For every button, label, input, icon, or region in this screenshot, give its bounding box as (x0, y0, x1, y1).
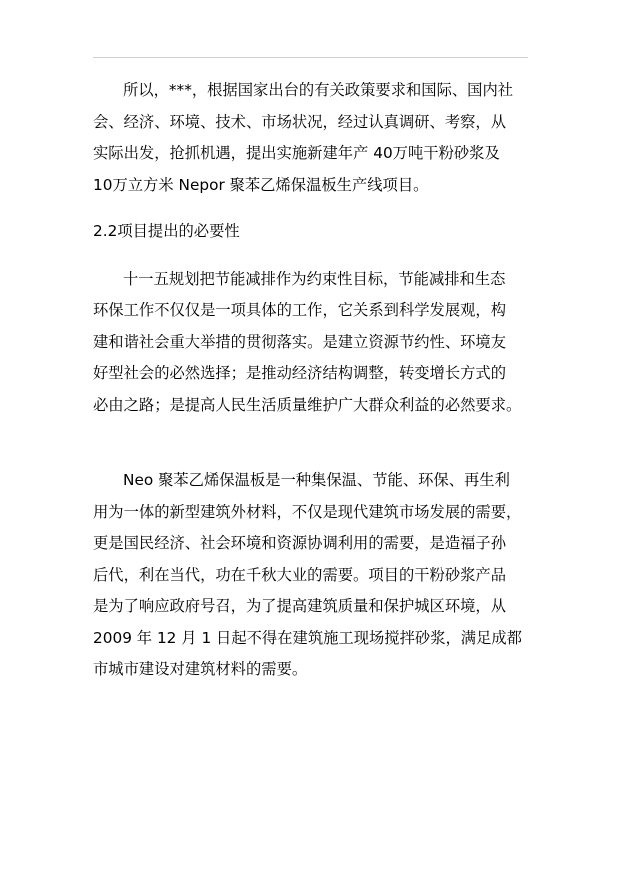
paragraph-line: 是为了响应政府号召，为了提高建筑质量和保护城区环境，从 (93, 597, 507, 615)
paragraph-line: 建和谐社会重大举措的贯彻落实。是建立资源节约性、环境友 (93, 332, 507, 351)
paragraph-line: 后代，利在当代，功在千秋大业的需要。项目的干粉砂浆产品 (93, 565, 507, 584)
paragraph-line: 用为一体的新型建筑外材料，不仅是现代建筑市场发展的需要， (93, 502, 522, 521)
paragraph-line: 十一五规划把节能减排作为约束性目标，节能减排和生态 (123, 269, 506, 288)
paragraph-line: 市城市建设对建筑材料的需要。 (93, 660, 308, 678)
paragraph-line: 更是国民经济、社会环境和资源协调利用的需要，是造福子孙 (93, 534, 507, 552)
document-body (93, 75, 528, 686)
paragraph-3 (93, 465, 528, 686)
paragraph-line: 实际出发，抢抓机遇，提出实施新建年产 40万吨干粉砂浆及 (93, 144, 500, 162)
paragraph-line: 好型社会的必然选择；是推动经济结构调整，转变增长方式的 (93, 364, 507, 382)
paragraph-line: 必由之路；是提高人民生活质量维护广大群众利益的必然要求。 (93, 395, 522, 414)
paragraph-line: 10万立方米 Nepor 聚苯乙烯保温板生产线项目。 (93, 175, 429, 194)
paragraph-line: 环保工作不仅仅是一项具体的工作，它关系到科学发展观，构 (93, 301, 507, 319)
paragraph-line: 会、经济、环境、技术、市场状况，经过认真调研、考察，从 (93, 112, 507, 131)
header-rule (93, 57, 528, 58)
paragraph-2 (93, 264, 528, 422)
paragraph-1 (93, 75, 528, 201)
paragraph-line: Neo 聚苯乙烯保温板是一种集保温、节能、环保、再生利 (123, 471, 510, 489)
paragraph-line: 2009 年 12 月 1 日起不得在建筑施工现场搅拌砂浆，满足成都 (93, 628, 522, 647)
section-heading: 2.2项目提出的必要性 (93, 222, 240, 240)
paragraph-line: 所以，***，根据国家出台的有关政策要求和国际、国内社 (123, 81, 514, 99)
